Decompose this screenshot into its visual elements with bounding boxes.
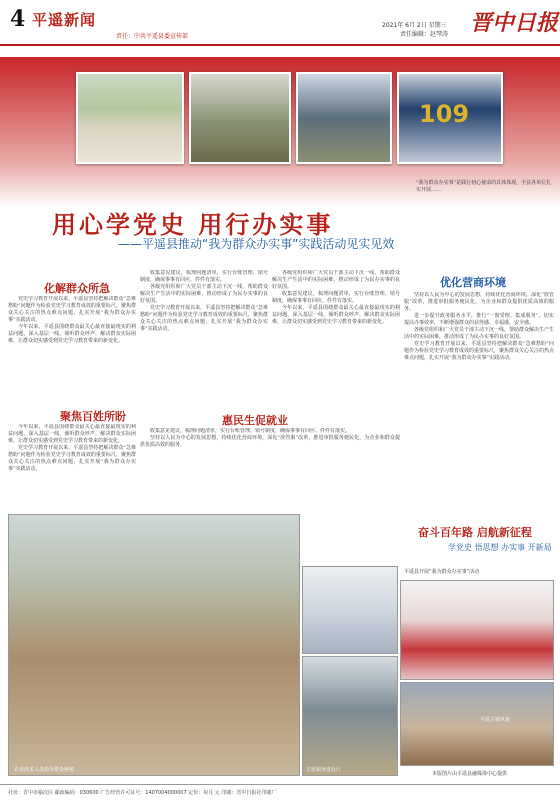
caption-credit: 本版图片由平遥县融媒体中心提供 — [432, 771, 508, 777]
paragraph: 坚持以人民为中心的发展思想，持续优化营商环境，深化“放管服”改革，推进审批服务便民化，为企业和群众提供优质高效的服务。 — [404, 292, 554, 312]
article-column-2 — [140, 270, 268, 400]
headline: 用心学党史 用行办实事 — [52, 211, 334, 239]
section-heading-2: 聚焦百姓所盼 — [60, 410, 126, 423]
photo-ancient-city — [400, 682, 554, 766]
article-column-1b — [8, 424, 136, 510]
promo-title: 奋斗百年路 启航新征程 — [418, 526, 532, 539]
article-column-3 — [272, 270, 400, 400]
paragraph: 收集意见建议，梳理问题清单，实行台账管理、销号制度，确保事事有回应、件件有落实。 — [150, 428, 351, 434]
paragraph: 今年以来，平遥县围绕群众最关心最直接最现实的利益问题，深入基层一线，倾听群众呼声，解决群众实际困难，让群众切实感受到党史学习教育带来的新变化。 — [8, 324, 136, 344]
paragraph: 各级党组织和广大党员干部主动下沉一线，帮助群众解决生产生活中的实际困难，推动形成了为民办实事的良好氛围。 — [272, 270, 400, 290]
paragraph: 今年以来，平遥县围绕群众最关心最直接最现实的利益问题，深入基层一线，倾听群众呼声，解决群众实际困难，让群众切实感受到党史学习教育带来的新变化。 — [8, 424, 136, 444]
editor-line: 责任编辑：赵琴涛 — [400, 31, 449, 38]
paragraph: 进一步提升政务服务水平，推行“一窗受理、集成服务”，切实提高办事效率，不断增强群众的获得感、幸福感、安全感。 — [404, 313, 554, 326]
caption-service: 志愿服务进社区 — [306, 767, 342, 773]
paragraph: 坚持以人民为中心的发展思想，持续优化营商环境，深化“放管服”改革，推进审批服务便民化，为企业和群众提供优质高效的服务。 — [140, 435, 400, 448]
banner-photo-volunteers — [296, 72, 392, 164]
paragraph: 党史学习教育开展以来，平遥县坚持把解决群众“急难愁盼”问题作为检验党史学习教育成效的重要标尺，聚焦群众关心关注的热点难点问题，扎实开展“我为群众办实事”实践活动。 — [140, 305, 268, 332]
photo-volunteer-banner — [400, 580, 554, 680]
banner-photo-police — [397, 72, 503, 164]
paragraph: 党史学习教育开展以来，平遥县坚持把解决群众“急难愁盼”问题作为检验党史学习教育成效的重要标尺，聚焦群众关心关注的热点难点问题，扎实开展“我为群众办实事”实践活动。 — [404, 341, 554, 361]
subheadline: ——平遥县推动“我为群众办实事”实践活动见实见效 — [118, 237, 395, 251]
banner-photo-exhibition — [76, 72, 184, 164]
paragraph: 各级党组织和广大党员干部主动下沉一线，帮助群众解决生产生活中的实际困难，推动形成了为民办实事的良好氛围。 — [140, 284, 268, 304]
promo-subtitle: 学党史 悟思想 办实事 开新局 — [448, 543, 552, 552]
paragraph: 党史学习教育开展以来，平遥县坚持把解决群众“急难愁盼”问题作为检验党史学习教育成效的重要标尺，聚焦群众关心关注的热点难点问题，扎实开展“我为群众办实事”实践活动。 — [8, 296, 136, 323]
article-column-2b — [140, 428, 400, 510]
article-column-4 — [404, 292, 554, 514]
caption-activity: 平遥县开展“我为群众办实事”活动 — [404, 569, 480, 575]
caption-farm: 农业技术人员指导群众种植 — [14, 767, 75, 773]
paper-logo: 晋中日报 — [470, 10, 559, 36]
badge-number: 109 — [419, 100, 470, 128]
page-number: 4 — [10, 6, 26, 32]
footer-info: 社址：晋中市榆次区 邮政编码：030600 广告经营许可证号：1407004000007 定价：每月 元 印刷：晋中日报社印刷厂 — [0, 784, 560, 801]
publisher-line: 责任：中共平遥县委宣传部 — [116, 33, 189, 40]
section-title: 平遥新闻 — [32, 11, 97, 29]
caption-ancient-city: 平遥古城风貌 — [480, 717, 511, 723]
intro-quote: “我为群众办实事”是践行初心使命的具体体现，全县各单位扎实开展…… — [416, 180, 552, 193]
paragraph: 收集意见建议，梳理问题清单，实行台账管理、销号制度，确保事事有回应、件件有落实。 — [140, 270, 268, 283]
photo-farm-planting — [8, 514, 300, 776]
paragraph: 收集意见建议，梳理问题清单，实行台账管理、销号制度，确保事事有回应、件件有落实。 — [272, 291, 400, 304]
issue-date: 2021年 6月 2日 星期三 — [382, 22, 447, 29]
paragraph: 党史学习教育开展以来，平遥县坚持把解决群众“急难愁盼”问题作为检验党史学习教育成效的重要标尺，聚焦群众关心关注的热点难点问题，扎实开展“我为群众办实事”实践活动。 — [8, 445, 136, 472]
section-heading-4: 优化营商环境 — [440, 276, 506, 289]
masthead — [0, 0, 560, 46]
photo-community-service — [302, 566, 398, 654]
section-heading-3: 惠民生促就业 — [222, 414, 288, 427]
photo-vaccination — [302, 656, 398, 776]
article-column-1 — [8, 296, 136, 406]
paragraph: 各级党组织和广大党员干部主动下沉一线，帮助群众解决生产生活中的实际困难，推动形成了为民办实事的良好氛围。 — [404, 327, 554, 340]
paragraph: 今年以来，平遥县围绕群众最关心最直接最现实的利益问题，深入基层一线，倾听群众呼声，解决群众实际困难，让群众切实感受到党史学习教育带来的新变化。 — [272, 305, 400, 325]
banner-photo-village — [189, 72, 291, 164]
section-heading-1: 化解群众所急 — [44, 282, 110, 295]
promo-banner — [400, 520, 554, 562]
